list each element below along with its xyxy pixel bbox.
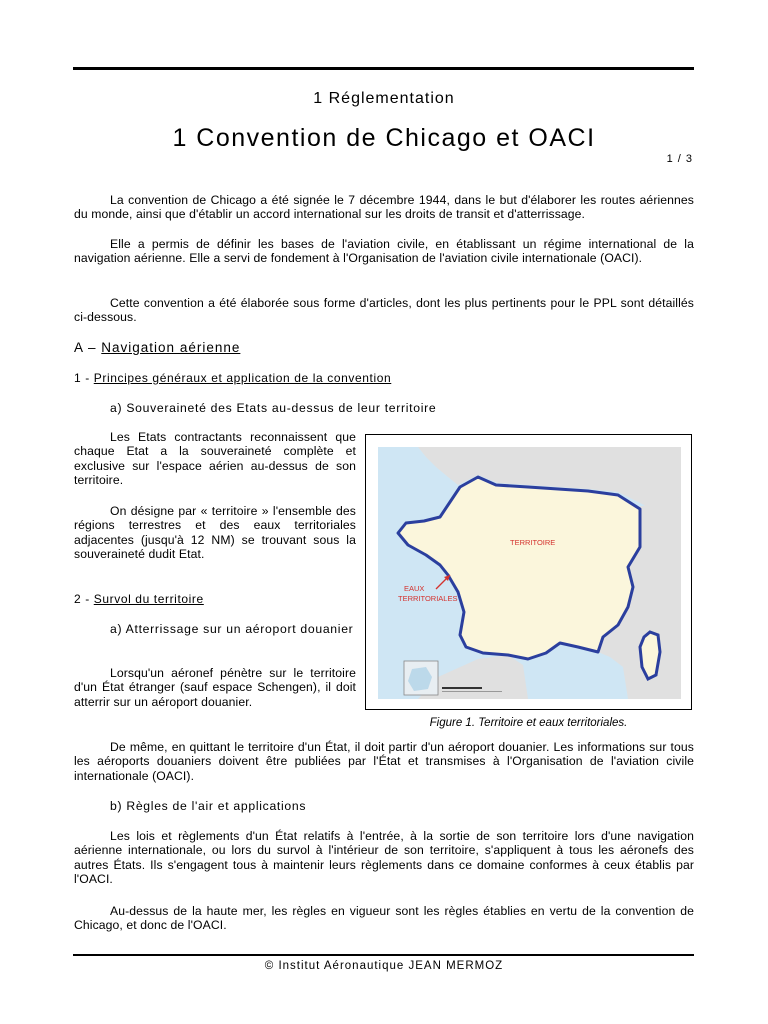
page-number: 1 / 3 [666,153,693,165]
departure-customs-paragraph: De même, en quittant le territoire d'un État, il doit partir d'un aéroport douanier. Les informations sur tous les aéroports douaniers doivent être publiées par l'État et transmises à l'Organisation de l'aviation civile internationale (OACI). [74,740,694,783]
subsection-2-heading [74,592,204,606]
footer-rule [73,954,694,956]
section-a-heading [74,340,240,355]
figure-caption: Figure 1. Territoire et eaux territoriales. [429,717,628,729]
subsection-2-prefix: 2 - [74,592,94,606]
subsection-2-title: Survol du territoire [93,592,204,606]
page-title: 1 Convention de Chicago et OACI [172,124,596,152]
subsection-1-heading [74,371,391,385]
chapter-heading: 1 Réglementation [313,90,455,107]
scale-bar [442,687,482,689]
subsection-2b-heading: b) Règles de l'air et applications [110,799,307,813]
territory-definition-paragraph: On désigne par « territoire » l'ensemble des régions terrestres et des eaux territoriales adjacentes (jusqu'à 12 NM) se trouvant sous la souveraineté dudit Etat. [74,504,356,562]
corsica-territory [640,632,660,679]
map-figure [365,434,692,710]
subsection-1a-heading: a) Souveraineté des Etats au-dessus de leur territoire [110,401,437,415]
sovereignty-paragraph: Les Etats contractants reconnaissent que chaque Etat a la souveraineté complète et exclusive sur l'espace aérien au-dessus de son territoire. [74,430,356,488]
intro-paragraph-1: La convention de Chicago a été signée le 7 décembre 1944, dans le but d'élaborer les routes aériennes du monde, ainsi que d'établir un accord international sur les droits de transit et d'atterrissage. [74,193,694,222]
header-rule [73,67,694,70]
france-map [378,447,681,699]
section-a-prefix: A – [74,340,102,355]
intro-paragraph-2: Elle a permis de définir les bases de l'aviation civile, en établissant un régime international de la navigation aérienne. Elle a servi de fondement à l'Organisation de l'aviation civile internationale (OACI). [74,237,694,266]
scale-note [442,691,502,692]
waters-label-line1: EAUX [404,584,425,593]
subsection-2a-heading: a) Atterrissage sur un aéroport douanier [110,622,354,636]
customs-landing-paragraph: Lorsqu'un aéronef pénètre sur le territoire d'un État étranger (sauf espace Schengen), il doit atterrir sur un aéroport douanier. [74,666,356,709]
subsection-1-prefix: 1 - [74,371,94,385]
waters-label-line2: TERRITORIALES [398,594,458,603]
section-a-title: Navigation aérienne [101,340,241,355]
rules-of-air-paragraph: Les lois et règlements d'un État relatifs à l'entrée, à la sortie de son territoire lors d'une navigation aérienne internationale, ou lors du survol à l'intérieur de son territoire, s'appliquent à tous les aéronefs des autres États. Ils s'engagent tous à maintenir leurs règlements dans ce domaine conformes à ceux établis par l'OACI. [74,829,694,887]
intro-paragraph-3: Cette convention a été élaborée sous forme d'articles, dont les plus pertinents pour le PPL sont détaillés ci-dessous. [74,296,694,325]
territory-label: TERRITOIRE [510,538,556,547]
high-seas-paragraph: Au-dessus de la haute mer, les règles en vigueur sont les règles établies en vertu de la convention de Chicago, et donc de l'OACI. [74,904,694,933]
page-footer: © Institut Aéronautique JEAN MERMOZ [264,960,504,972]
subsection-1-title: Principes généraux et application de la convention [93,371,392,385]
